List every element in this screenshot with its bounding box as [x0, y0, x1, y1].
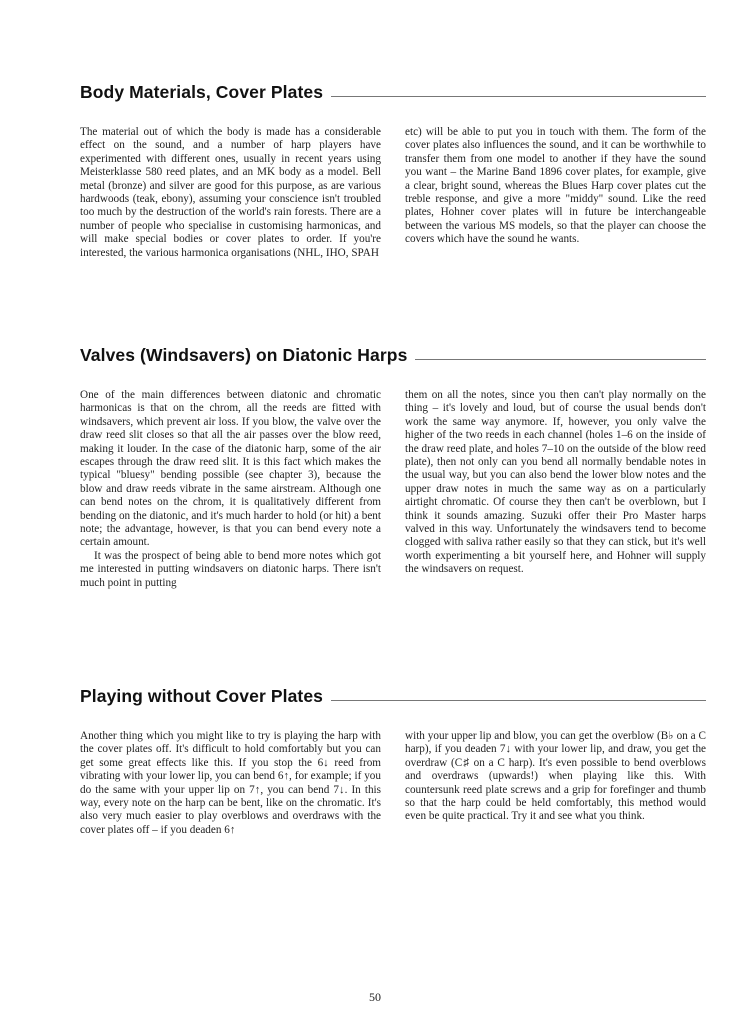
left-column	[80, 126, 381, 260]
heading-rule	[331, 700, 706, 701]
paragraph: One of the main differences between diatonic and chromatic harmonicas is that on the chrom, all the reeds are fitted with windsavers, which prevent air loss. If you blow, the valve over the draw reed slit closes so that all the air passes over the blow reed, making it louder. In the case of the diatonic harp, some of the air escapes through the draw reed slit. It is this fact which makes the typical "bluesy" bending possible (see chapter 3), because the blow and draw reeds vibrate in the same airstream. Although one can bend notes on the chrom, it is qualitatively different from bending on the diatonic, and it's much harder to hold (or hit) a bent note; the advantage, however, is that you can bend every note a certain amount.	[80, 389, 381, 549]
heading-playing-without-cover-plates: Playing without Cover Plates	[80, 686, 323, 706]
paragraph: them on all the notes, since you then can't play normally on the thing – it's lovely and loud, but of course the usual bends don't work the same way anymore. If, however, you only valve the higher of the two reeds in each channel (holes 1–6 on the inside of the draw reed plate, and holes 7–10 on the outside of the blow reed plate), then not only can you bend all normally bendable notes in the usual way, but you can also bend the lower blow notes and the upper draw notes in much the same way as on a particularly airtight chromatic. Of course they then can't be overblown, but I think it sounds amazing. Suzuki offer their Pro Master harps valved in this way. Unfortunately the windsavers tend to become clogged with saliva rather easily so that they can stick, but it's well worth experimenting a bit yourself here, and Hohner will supply the windsavers on request.	[405, 389, 706, 576]
paragraph: Another thing which you might like to try is playing the harp with the cover plates off. It's difficult to hold comfortably but you can get some great effects like this. If you stop the 6↓ reed from vibrating with your lower lip, you can bend 6↑, for example; if you do the same with your upper lip on 7↑, you can bend 7↓. In this way, every note on the harp can be bent, like on the chromatic. It's also very much easier to play overblows and overdraws with the cover plates off – if you deaden 6↑	[80, 730, 381, 836]
section-heading	[80, 80, 706, 102]
paragraph: with your upper lip and blow, you can get the overblow (B♭ on a C harp), if you deaden 7↓ with your lower lip, and draw, you get the overdraw (C♯ on a C harp). It's even possible to bend overblows and overdraws (upwards!) when playing like this. With countersunk reed plate screws and a grip for forefinger and thumb so that the harp could be held comfortably, this method would even be quite practical. Try it and see what you think.	[405, 730, 706, 823]
section-valves	[80, 343, 706, 590]
section-heading	[80, 684, 706, 706]
left-column	[80, 389, 381, 590]
paragraph: It was the prospect of being able to bend more notes which got me interested in putting windsavers on diatonic harps. There isn't much point in putting	[80, 549, 381, 589]
right-column	[405, 730, 706, 837]
section-playing-without-cover-plates	[80, 684, 706, 837]
paragraph: The material out of which the body is made has a considerable effect on the sound, and a number of harp players have experimented with different ones, usually in recent years using Meisterklasse 580 reed plates, and an MK body as a model. Bell metal (bronze) and silver are good for this purpose, as are various hardwoods (teak, ebony), assuming your conscience isn't troubled too much by the destruction of the world's rain forests. There are a number of people who specialise in customising harmonicas, and will make special bodies or cover plates to order. If you're interested, the various harmonica organisations (NHL, IHO, SPAH	[80, 126, 381, 259]
right-column	[405, 389, 706, 590]
paragraph: etc) will be able to put you in touch with them. The form of the cover plates also influences the sound, and it can be worthwhile to transfer them from one model to another if they have the sound you want – the Marine Band 1896 cover plates, for example, give a clear, bright sound, whereas the Blues Harp cover plates cut the treble response, and give a more "middy" sound. Like the reed plates, Hohner cover plates will in future be interchangeable between the various MS models, so that the player can choose the covers which have the sound he wants.	[405, 126, 706, 246]
section-heading	[80, 343, 706, 365]
heading-valves: Valves (Windsavers) on Diatonic Harps	[80, 345, 408, 365]
heading-rule	[331, 96, 706, 97]
heading-body-materials: Body Materials, Cover Plates	[80, 82, 324, 102]
right-column	[405, 126, 706, 260]
left-column	[80, 730, 381, 837]
page-number: 50	[369, 990, 381, 1004]
heading-rule	[415, 359, 706, 360]
section-body-materials	[80, 80, 706, 260]
